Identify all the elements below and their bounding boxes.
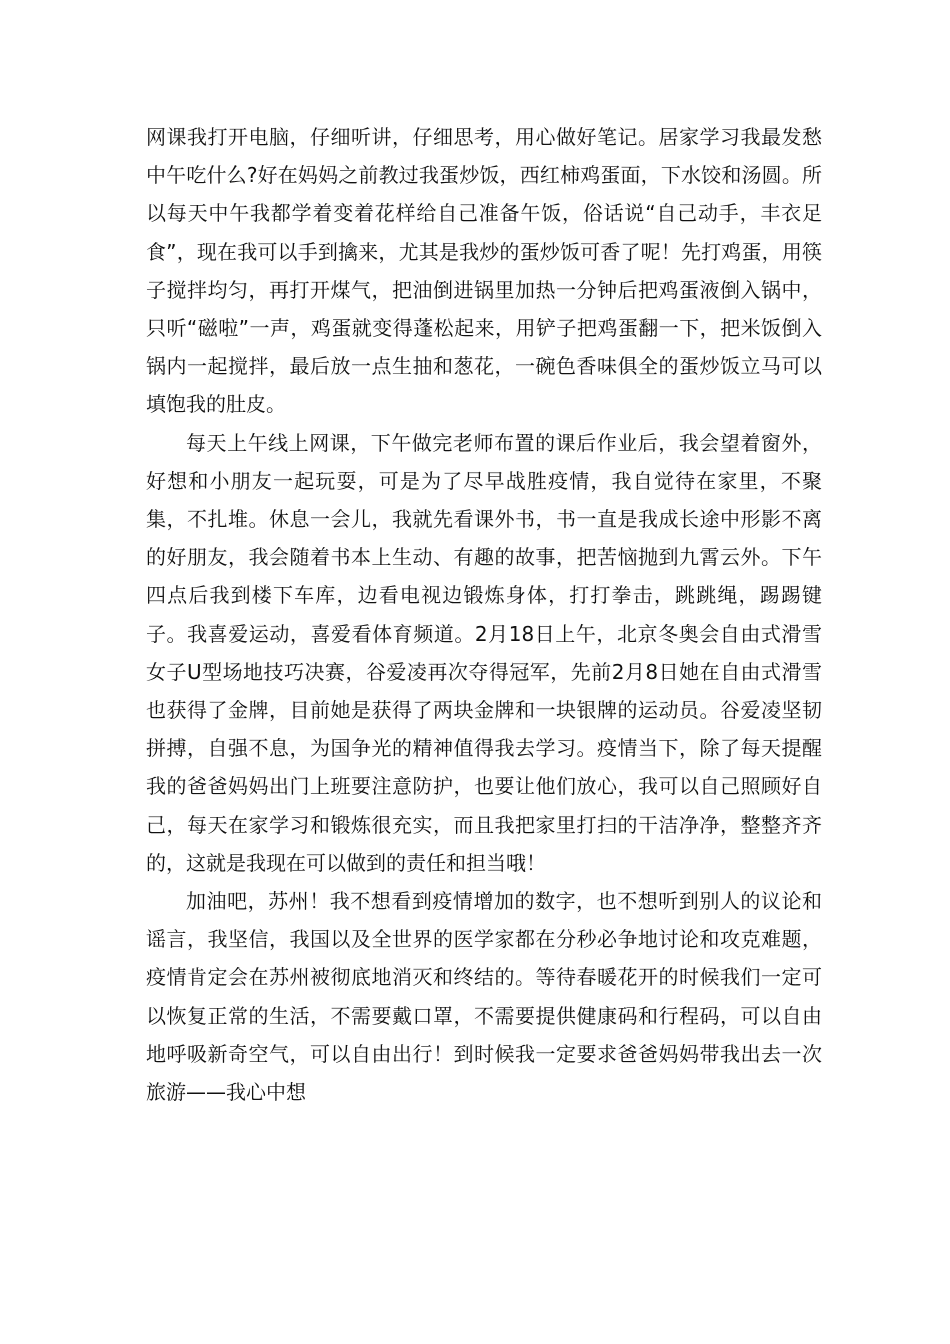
paragraph-3: 加油吧，苏州！我不想看到疫情增加的数字，也不想听到别人的议论和谣言，我坚信，我国以及全世界的医学家都在分秒必争地讨论和攻克难题，疫情肯定会在苏州被彻底地消灭和终结的。等待春暖花开的时候我们一定可以恢复正常的生活，不需要戴口罩，不需要提供健康码和行程码，可以自由地呼吸新奇空气，可以自由出行！到时候我一定要求爸爸妈妈带我出去一次旅游——我心中想 — [146, 889, 822, 1105]
paragraph-2: 每天上午线上网课，下午做完老师布置的课后作业后，我会望着窗外，好想和小朋友一起玩耍，可是为了尽早战胜疫情，我自觉待在家里，不聚集，不扎堆。休息一会儿，我就先看课外书，书一直是我成长途中形影不离的好朋友，我会随着书本上生动、有趣的故事，把苦恼抛到九霄云外。下午四点后我到楼下车库，边看电视边锻炼身体，打打拳击，跳跳绳，踢踢键子。我喜爱运动，喜爱看体育频道。2月18日上午，北京冬奥会自由式滑雪女子U型场地技巧决赛，谷爱凌再次夺得冠军，先前2月8日她在自由式滑雪也获得了金牌，目前她是获得了两块金牌和一块银牌的运动员。谷爱凌坚韧拼搏，自强不息，为国争光的精神值得我去学习。疫情当下，除了每天提醒我的爸爸妈妈出门上班要注意防护，也要让他们放心，我可以自己照顾好自己，每天在家学习和锻炼很充实，而且我把家里打扫的干洁净净，整整齐齐的，这就是我现在可以做到的责任和担当哦！ — [146, 430, 822, 875]
paragraph-1: 网课我打开电脑，仔细听讲，仔细思考，用心做好笔记。居家学习我最发愁中午吃什么?好在妈妈之前教过我蛋炒饭，西红柿鸡蛋面，下水饺和汤圆。所以每天中午我都学着变着花样给自己准备午饭，俗话说“自己动手，丰衣足食”，现在我可以手到擒来，尤其是我炒的蛋炒饭可香了呢！先打鸡蛋，用筷子搅拌均匀，再打开煤气，把油倒进锅里加热一分钟后把鸡蛋液倒入锅中，只听“磁啦”一声，鸡蛋就变得蓬松起来，用铲子把鸡蛋翻一下，把米饭倒入锅内一起搅拌，最后放一点生抽和葱花，一碗色香味俱全的蛋炒饭立马可以填饱我的肚皮。 — [146, 125, 822, 417]
document-body — [146, 118, 822, 1111]
